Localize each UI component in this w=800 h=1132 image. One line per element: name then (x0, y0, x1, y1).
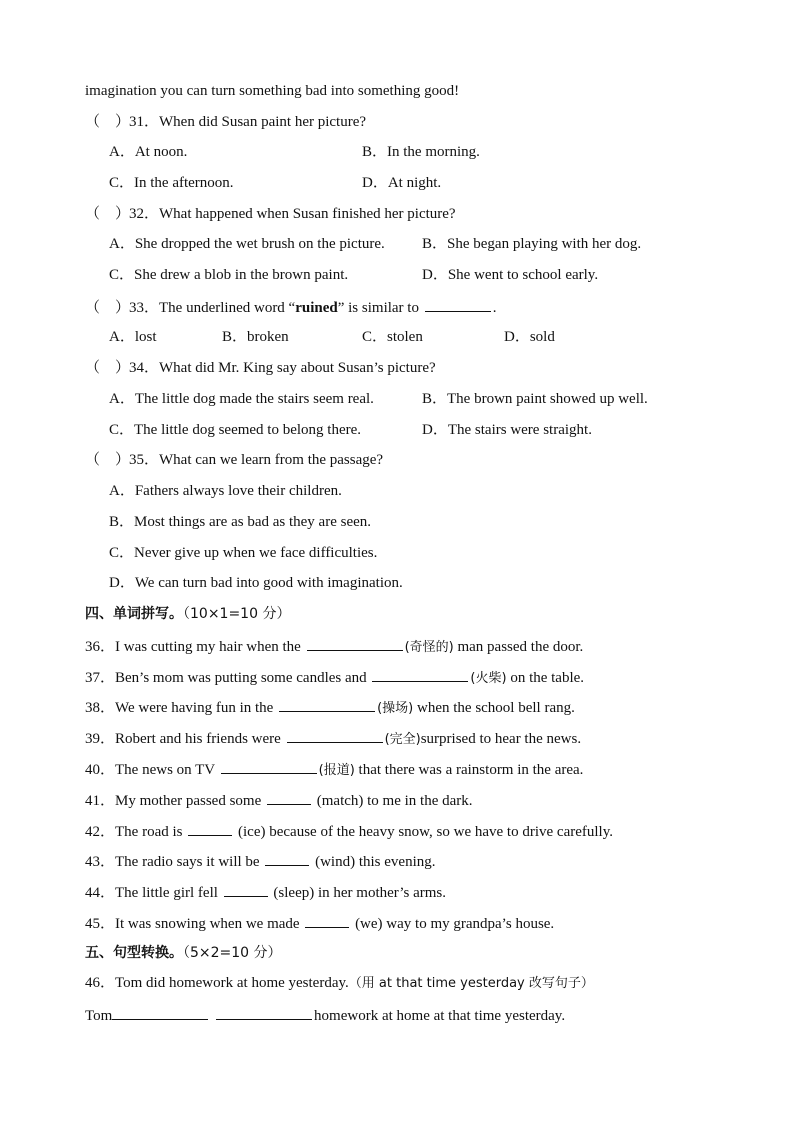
item-number: 36． (85, 639, 116, 655)
answer-blank-1[interactable] (112, 1004, 208, 1020)
question-32 (85, 204, 456, 224)
answer-blank[interactable] (265, 850, 309, 866)
option-c: C．She drew a blob in the brown paint. (109, 267, 349, 283)
answer-blank[interactable] (221, 758, 317, 774)
item-text: It was snowing when we made (115, 916, 300, 932)
item-text: The news on TV (115, 762, 215, 778)
item-text: on the table. (510, 670, 585, 686)
option-a: A．At noon. (109, 144, 188, 160)
option-c: C．stolen (362, 329, 423, 345)
spelling-39 (85, 727, 581, 747)
spelling-42 (85, 820, 613, 840)
item-number: 38． (85, 700, 116, 716)
option-b: B．Most things are as bad as they are seen. (109, 514, 372, 530)
item-text: that there was a rainstorm in the area. (358, 762, 584, 778)
answer-paren[interactable]: （ ） (85, 206, 131, 222)
item-text: when the school bell rang. (417, 700, 575, 716)
question-33 (85, 296, 496, 316)
answer-paren[interactable]: （ ） (85, 114, 131, 130)
spelling-45 (85, 912, 554, 932)
item-number: 39． (85, 731, 116, 747)
question-34 (85, 358, 436, 378)
underlined-word: ruined (295, 300, 338, 316)
answer-blank[interactable] (305, 912, 349, 928)
item-instruction: （用 at that time yesterday 改写句子） (348, 976, 594, 991)
item-text: Tom did homework at home yesterday. (115, 975, 349, 991)
option-d: D．sold (504, 329, 555, 345)
answer-start: Tom (85, 1008, 113, 1024)
question-text-before: The underlined word “ (159, 300, 296, 316)
item-hint: (ice) (238, 824, 266, 840)
option-d: D．She went to school early. (422, 267, 599, 283)
answer-blank[interactable] (267, 789, 311, 805)
spelling-37 (85, 666, 584, 686)
answer-blank[interactable] (279, 696, 375, 712)
option-c: C．The little dog seemed to belong there. (109, 422, 362, 438)
answer-blank[interactable] (224, 881, 268, 897)
spelling-38 (85, 696, 575, 716)
question-number: 33． (129, 300, 160, 316)
section-title: 五、句型转换。 (85, 945, 183, 961)
item-text: this evening. (358, 854, 436, 870)
answer-blank[interactable] (307, 635, 403, 651)
item-text: My mother passed some (115, 793, 262, 809)
question-number: 32． (129, 206, 160, 222)
item-hint: (we) (355, 916, 383, 932)
question-text: What can we learn from the passage? (159, 452, 384, 468)
option-a: A．She dropped the wet brush on the picture. (109, 236, 385, 252)
answer-paren[interactable]: （ ） (85, 300, 131, 316)
question-text: When did Susan paint her picture? (159, 114, 367, 130)
item-number: 44． (85, 885, 116, 901)
item-text: The road is (115, 824, 183, 840)
item-number: 42． (85, 824, 116, 840)
section-5-heading (85, 943, 282, 963)
option-a: A．The little dog made the stairs seem real. (109, 391, 374, 407)
option-c: C．Never give up when we face difficulties. (109, 545, 378, 561)
answer-paren[interactable]: （ ） (85, 360, 131, 376)
section-title: 四、单词拼写。 (85, 606, 183, 622)
answer-blank[interactable] (287, 727, 383, 743)
option-c: C．In the afternoon. (109, 175, 234, 191)
answer-blank-2[interactable] (216, 1004, 312, 1020)
item-text: to me in the dark. (367, 793, 473, 809)
item-hint: (报道) (318, 763, 355, 778)
answer-blank[interactable] (372, 666, 468, 682)
option-d: D．At night. (362, 175, 442, 191)
item-hint: (wind) (315, 854, 356, 870)
answer-end: homework at home at that time yesterday. (314, 1008, 566, 1024)
option-d: D．The stairs were straight. (422, 422, 592, 438)
option-d: D．We can turn bad into good with imagination. (109, 575, 403, 591)
option-b: B．In the morning. (362, 144, 480, 160)
item-text: in her mother’s arms. (317, 885, 446, 901)
item-text: Ben’s mom was putting some candles and (115, 670, 367, 686)
item-text: We were having fun in the (115, 700, 274, 716)
item-text: man passed the door. (457, 639, 584, 655)
spelling-36 (85, 635, 583, 655)
item-text: The little girl fell (115, 885, 218, 901)
item-text: because of the heavy snow, so we have to drive carefully. (269, 824, 613, 840)
question-text: What did Mr. King say about Susan’s picture? (159, 360, 436, 376)
item-number: 43． (85, 854, 116, 870)
question-end: . (492, 300, 497, 316)
spelling-41 (85, 789, 473, 809)
item-number: 37． (85, 670, 116, 686)
question-31 (85, 112, 366, 132)
option-b: B．She began playing with her dog. (422, 236, 642, 252)
question-text-after: ” is similar to (337, 300, 419, 316)
transform-46 (85, 973, 594, 993)
answer-paren[interactable]: （ ） (85, 452, 131, 468)
passage-last-line: imagination you can turn something bad into something good! (85, 83, 460, 99)
spelling-40 (85, 758, 583, 778)
item-text: way to my grandpa’s house. (386, 916, 555, 932)
section-4-heading (85, 604, 290, 624)
section-points: （10×1=10 分） (183, 606, 291, 622)
question-number: 31． (129, 114, 160, 130)
item-hint: (操场) (377, 701, 414, 716)
section-points: （5×2=10 分） (183, 945, 282, 961)
item-number: 41． (85, 793, 116, 809)
item-text: I was cutting my hair when the (115, 639, 301, 655)
spelling-43 (85, 850, 435, 870)
item-hint: (match) (316, 793, 364, 809)
option-a: A．lost (109, 329, 157, 345)
item-text: The radio says it will be (115, 854, 260, 870)
question-35 (85, 450, 383, 470)
item-hint: (完全) (384, 732, 421, 747)
item-hint: (奇怪的) (404, 640, 454, 655)
item-hint: (火柴) (470, 671, 507, 686)
item-text: surprised to hear the news. (420, 731, 582, 747)
item-number: 46． (85, 975, 116, 991)
transform-46-answer (85, 1004, 565, 1024)
item-number: 45． (85, 916, 116, 932)
question-number: 34． (129, 360, 160, 376)
item-hint: (sleep) (273, 885, 315, 901)
question-text: What happened when Susan finished her picture? (159, 206, 456, 222)
answer-blank[interactable] (188, 820, 232, 836)
item-text: Robert and his friends were (115, 731, 281, 747)
question-number: 35． (129, 452, 160, 468)
option-a: A．Fathers always love their children. (109, 483, 342, 499)
answer-blank[interactable] (425, 296, 491, 312)
option-b: B．broken (222, 329, 289, 345)
option-b: B．The brown paint showed up well. (422, 391, 648, 407)
item-number: 40． (85, 762, 116, 778)
spelling-44 (85, 881, 446, 901)
